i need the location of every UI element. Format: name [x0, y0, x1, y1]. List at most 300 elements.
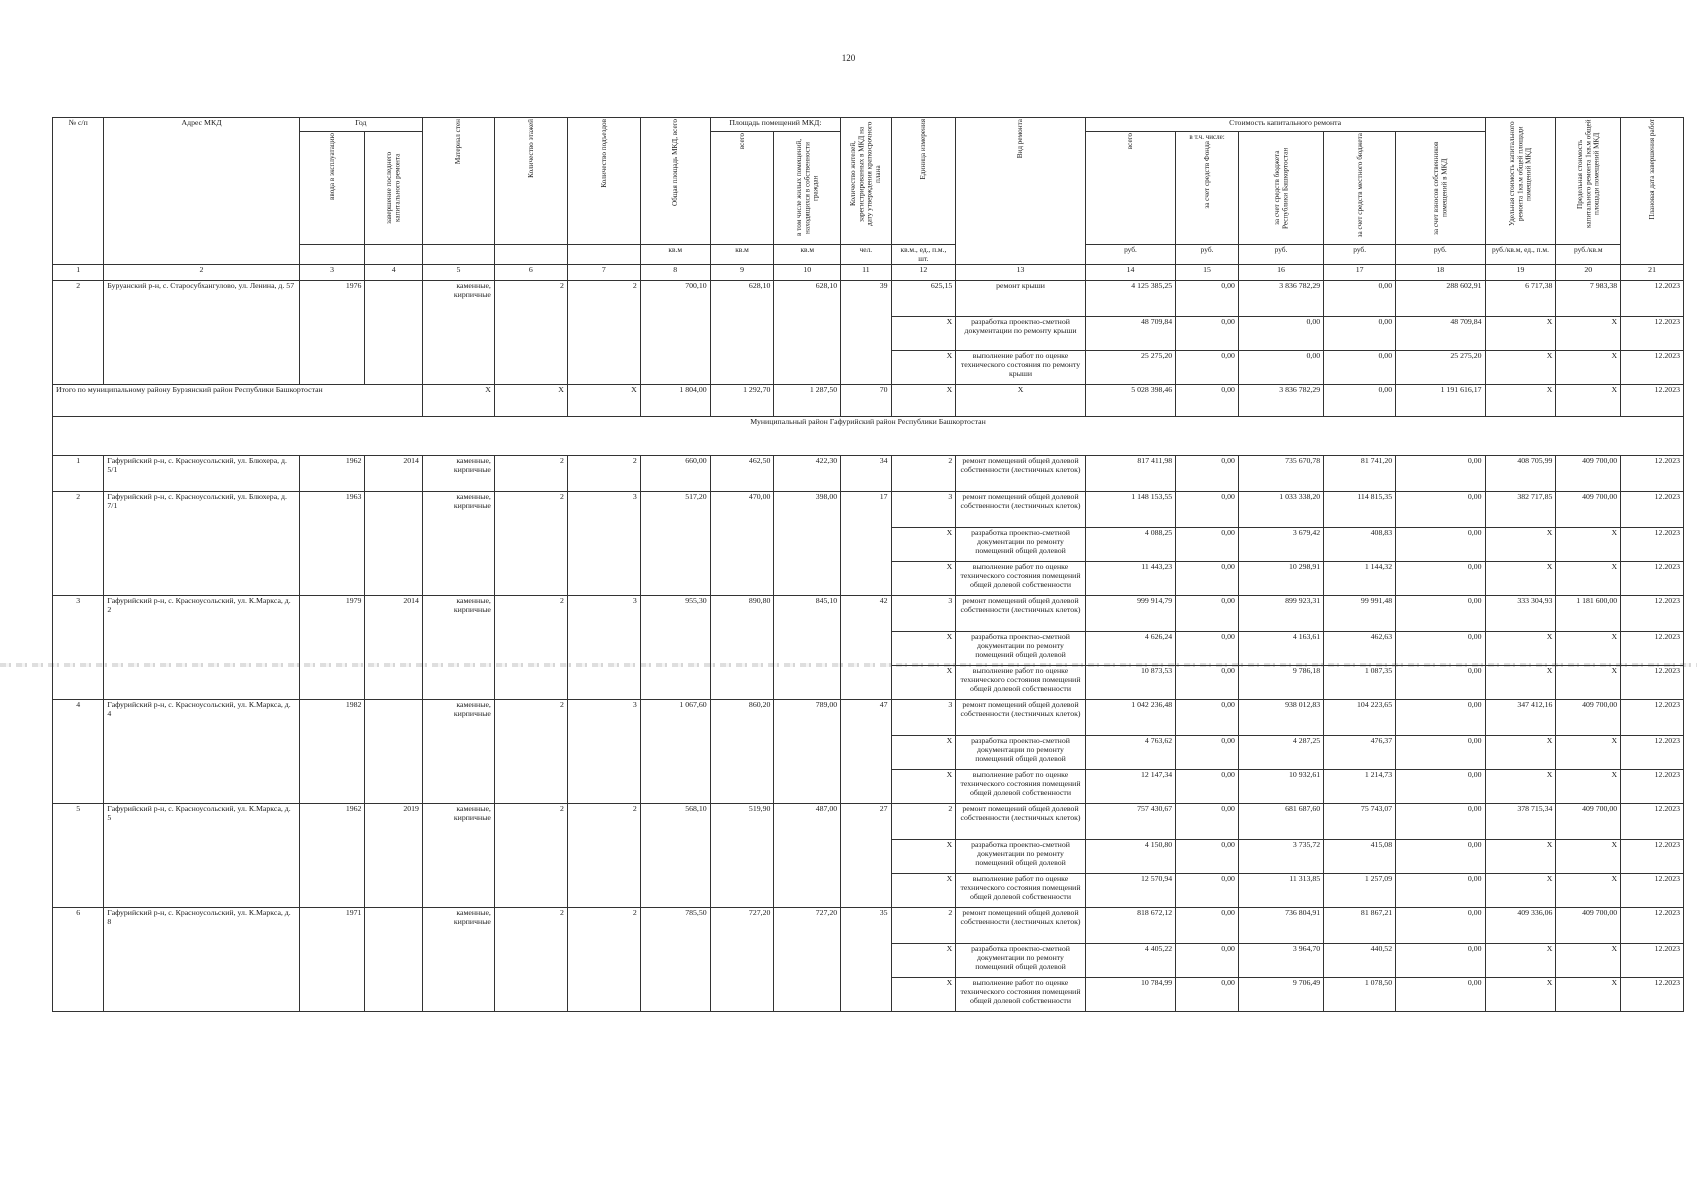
cost-cell-c20: X [1556, 944, 1621, 978]
unit-8: кв.м [640, 245, 710, 265]
cost-cell-c16: 4 163,61 [1238, 632, 1323, 666]
cost-cell-c15: 0,00 [1176, 840, 1239, 874]
wall-material-cell: каменные, кирпичные [422, 281, 494, 385]
cost-cell-c15: 0,00 [1176, 632, 1239, 666]
header-year-last-repair: завершение последнего капитального ремонта [365, 132, 423, 245]
entrances-cell: 2 [567, 908, 640, 1012]
cost-cell-c20: X [1556, 874, 1621, 908]
header-year-commission: ввода в эксплуатацию [299, 132, 365, 245]
cost-cell-c15: 0,00 [1176, 596, 1239, 632]
column-number: 7 [567, 265, 640, 281]
residents-cell: 35 [841, 908, 891, 1012]
cost-cell-c16: 899 923,31 [1238, 596, 1323, 632]
cost-cell-date: 12.2023 [1621, 666, 1684, 700]
unit-12: кв.м., ед., п.м., шт. [891, 245, 956, 265]
cost-cell-c14: 4 150,80 [1085, 840, 1175, 874]
cost-cell-c15: 0,00 [1176, 528, 1239, 562]
year-last-repair-cell: 2014 [365, 596, 423, 700]
cost-cell-c15: 0,00 [1176, 736, 1239, 770]
unit-measure-cell: X [891, 562, 956, 596]
column-number: 10 [774, 265, 841, 281]
column-number: 2 [104, 265, 299, 281]
unit-measure-cell: 2 [891, 456, 956, 492]
cost-cell-c15: 0,00 [1176, 908, 1239, 944]
year-commission-cell: 1979 [299, 596, 365, 700]
entrances-cell: 2 [567, 804, 640, 908]
header-cost-republic: за счет средств бюджета Республики Башкортостан [1238, 132, 1323, 245]
cost-cell-c16: 3 735,72 [1238, 840, 1323, 874]
unit-measure-cell: X [891, 666, 956, 700]
cost-cell-c16: 736 804,91 [1238, 908, 1323, 944]
floors-cell: 2 [494, 700, 567, 804]
cost-cell-c19: 347 412,16 [1485, 700, 1556, 736]
address-cell: Гафурийский р-н, с. Красноусольский, ул. Блюхера, д. 5/1 [104, 456, 299, 492]
cost-cell-c16: 9 786,18 [1238, 666, 1323, 700]
unit-11: чел. [841, 245, 891, 265]
cost-cell-c16: 3 964,70 [1238, 944, 1323, 978]
cost-cell-c17: 1 257,09 [1324, 874, 1396, 908]
cost-cell-c18: 0,00 [1396, 804, 1485, 840]
cost-cell-c18: 0,00 [1396, 700, 1485, 736]
year-commission-cell: 1976 [299, 281, 365, 385]
unit-20: руб./кв.м [1556, 245, 1621, 265]
cost-cell-c16: 1 033 338,20 [1238, 492, 1323, 528]
address-cell: Буруанский р-н, с. Старосубхангулово, ул. Ленина, д. 57 [104, 281, 299, 385]
cost-cell-c18: 0,00 [1396, 528, 1485, 562]
cost-cell-c20: X [1556, 978, 1621, 1012]
year-last-repair-cell [365, 908, 423, 1012]
total-area-cell: 785,50 [640, 908, 710, 1012]
year-last-repair-cell [365, 492, 423, 596]
column-number: 4 [365, 265, 423, 281]
cost-cell-c17: 99 991,48 [1324, 596, 1396, 632]
cost-cell-c17: 1 214,73 [1324, 770, 1396, 804]
total-wall: X [422, 385, 494, 417]
cost-cell-c20: X [1556, 770, 1621, 804]
cost-cell-c17: 0,00 [1324, 351, 1396, 385]
cost-cell-c18: 0,00 [1396, 666, 1485, 700]
cost-cell-c14: 1 042 236,48 [1085, 700, 1175, 736]
unit-19: руб./кв.м, ед., п.м. [1485, 245, 1556, 265]
cost-cell-c19: 378 715,34 [1485, 804, 1556, 840]
year-last-repair-cell: 2014 [365, 456, 423, 492]
total-c17: 0,00 [1324, 385, 1396, 417]
row-number: 2 [53, 281, 104, 385]
cost-cell-c19: 409 336,06 [1485, 908, 1556, 944]
residents-cell: 27 [841, 804, 891, 908]
total-c15: 0,00 [1176, 385, 1239, 417]
table-row [53, 281, 1684, 317]
cost-cell-c19: 6 717,38 [1485, 281, 1556, 317]
total-label: Итого по муниципальному району Бурзянский район Республики Башкортостан [53, 385, 423, 417]
unit-17: руб. [1324, 245, 1396, 265]
year-commission-cell: 1962 [299, 456, 365, 492]
total-ent: X [567, 385, 640, 417]
cost-cell-c20: X [1556, 317, 1621, 351]
year-last-repair-cell: 2019 [365, 804, 423, 908]
total-date: 12.2023 [1621, 385, 1684, 417]
cost-cell-c18: 0,00 [1396, 978, 1485, 1012]
cost-cell-c17: 81 867,21 [1324, 908, 1396, 944]
column-number: 12 [891, 265, 956, 281]
header-address: Адрес МКД [104, 118, 299, 265]
floors-cell: 2 [494, 281, 567, 385]
header-area-owned: в том числе жилых помещений, находящихся в собственности граждан [774, 132, 841, 245]
unit-measure-cell: X [891, 770, 956, 804]
header-total-area: Общая площадь МКД, всего [640, 118, 710, 245]
cost-cell-c20: X [1556, 632, 1621, 666]
header-wall: Материал стен [422, 118, 494, 245]
cost-cell-c19: X [1485, 666, 1556, 700]
cost-cell-date: 12.2023 [1621, 632, 1684, 666]
column-number: 15 [1176, 265, 1239, 281]
area-cell: 727,20 [710, 908, 774, 1012]
cost-cell-c17: 81 741,20 [1324, 456, 1396, 492]
capital-repair-table [52, 117, 1684, 1012]
entrances-cell: 3 [567, 596, 640, 700]
cost-cell-c17: 1 144,32 [1324, 562, 1396, 596]
header-floors: Количество этажей [494, 118, 567, 245]
cost-cell-c19: X [1485, 840, 1556, 874]
cost-cell-date: 12.2023 [1621, 978, 1684, 1012]
total-area-cell: 660,00 [640, 456, 710, 492]
area-owned-cell: 789,00 [774, 700, 841, 804]
cost-cell-c15: 0,00 [1176, 874, 1239, 908]
cost-cell-c19: 382 717,85 [1485, 492, 1556, 528]
page-number: 120 [841, 53, 856, 63]
residents-cell: 42 [841, 596, 891, 700]
total-c19: X [1485, 385, 1556, 417]
repair-type-cell: ремонт помещений общей долевой собственности (лестничных клеток) [956, 456, 1085, 492]
total-c16: 3 836 782,29 [1238, 385, 1323, 417]
cost-cell-c18: 288 602,91 [1396, 281, 1485, 317]
cost-cell-c20: X [1556, 736, 1621, 770]
area-cell: 628,10 [710, 281, 774, 385]
cost-cell-c19: 333 304,93 [1485, 596, 1556, 632]
total-c20: X [1556, 385, 1621, 417]
cost-cell-c20: 409 700,00 [1556, 700, 1621, 736]
unit-18: руб. [1396, 245, 1485, 265]
repair-type-cell: разработка проектно-сметной документации по ремонту помещений общей долевой [956, 632, 1085, 666]
cost-cell-c20: X [1556, 528, 1621, 562]
cost-cell-c14: 4 088,25 [1085, 528, 1175, 562]
repair-type-cell: ремонт помещений общей долевой собственности (лестничных клеток) [956, 700, 1085, 736]
repair-type-cell: выполнение работ по оценке технического состояния помещений общей долевой собственности [956, 978, 1085, 1012]
floors-cell: 2 [494, 804, 567, 908]
area-cell: 890,80 [710, 596, 774, 700]
unit-measure-cell: 3 [891, 492, 956, 528]
column-number: 16 [1238, 265, 1323, 281]
address-cell: Гафурийский р-н, с. Красноусольский, ул. К.Маркса, д. 5 [104, 804, 299, 908]
floors-cell: 2 [494, 456, 567, 492]
cost-cell-c20: 1 181 600,00 [1556, 596, 1621, 632]
cost-cell-date: 12.2023 [1621, 840, 1684, 874]
cost-cell-c19: X [1485, 632, 1556, 666]
cost-cell-c14: 757 430,67 [1085, 804, 1175, 840]
wall-material-cell: каменные, кирпичные [422, 596, 494, 700]
cost-cell-c14: 4 125 385,25 [1085, 281, 1175, 317]
cost-cell-c16: 10 932,61 [1238, 770, 1323, 804]
row-number: 6 [53, 908, 104, 1012]
cost-cell-c19: X [1485, 944, 1556, 978]
cost-cell-c19: X [1485, 528, 1556, 562]
cost-cell-c19: X [1485, 351, 1556, 385]
cost-cell-c15: 0,00 [1176, 978, 1239, 1012]
wall-material-cell: каменные, кирпичные [422, 908, 494, 1012]
row-number: 4 [53, 700, 104, 804]
section-title: Муниципальный район Гафурийский район Республики Башкортостан [53, 417, 1684, 456]
header-cost-fund: в т.ч. числе: за счет средств Фонда [1176, 132, 1239, 245]
column-number: 18 [1396, 265, 1485, 281]
cost-cell-c20: 409 700,00 [1556, 804, 1621, 840]
cost-cell-c15: 0,00 [1176, 770, 1239, 804]
table-row [53, 804, 1684, 840]
area-owned-cell: 845,10 [774, 596, 841, 700]
section-row [53, 417, 1684, 456]
cost-cell-c15: 0,00 [1176, 351, 1239, 385]
column-number: 8 [640, 265, 710, 281]
unit-measure-cell: X [891, 528, 956, 562]
header-repair-type: Вид ремонта [956, 118, 1085, 265]
header-area-group: Площадь помещений МКД: [710, 118, 841, 132]
year-last-repair-cell [365, 281, 423, 385]
cost-cell-date: 12.2023 [1621, 944, 1684, 978]
cost-cell-c14: 818 672,12 [1085, 908, 1175, 944]
column-number: 6 [494, 265, 567, 281]
unit-16: руб. [1238, 245, 1323, 265]
repair-type-cell: выполнение работ по оценке технического состояния помещений общей долевой собственности [956, 562, 1085, 596]
entrances-cell: 2 [567, 456, 640, 492]
residents-cell: 17 [841, 492, 891, 596]
total-row [53, 385, 1684, 417]
address-cell: Гафурийский р-н, с. Красноусольский, ул. К.Маркса, д. 4 [104, 700, 299, 804]
unit-measure-cell: X [891, 874, 956, 908]
cost-cell-c16: 0,00 [1238, 317, 1323, 351]
repair-type-cell: ремонт помещений общей долевой собственности (лестничных клеток) [956, 492, 1085, 528]
repair-type-cell: разработка проектно-сметной документации по ремонту крыши [956, 317, 1085, 351]
cost-cell-c18: 0,00 [1396, 840, 1485, 874]
cost-cell-c17: 1 078,50 [1324, 978, 1396, 1012]
repair-type-cell: разработка проектно-сметной документации по ремонту помещений общей долевой [956, 736, 1085, 770]
year-commission-cell: 1962 [299, 804, 365, 908]
cost-cell-c14: 10 873,53 [1085, 666, 1175, 700]
total-area: 1 292,70 [710, 385, 774, 417]
cost-cell-c20: 409 700,00 [1556, 908, 1621, 944]
repair-type-cell: ремонт помещений общей долевой собственности (лестничных клеток) [956, 804, 1085, 840]
cost-cell-c18: 0,00 [1396, 944, 1485, 978]
wall-material-cell: каменные, кирпичные [422, 456, 494, 492]
entrances-cell: 3 [567, 492, 640, 596]
unit-15: руб. [1176, 245, 1239, 265]
total-total: 1 804,00 [640, 385, 710, 417]
cost-cell-date: 12.2023 [1621, 317, 1684, 351]
area-cell: 519,90 [710, 804, 774, 908]
cost-cell-date: 12.2023 [1621, 874, 1684, 908]
column-number: 5 [422, 265, 494, 281]
unit-measure-cell: X [891, 978, 956, 1012]
column-number: 13 [956, 265, 1085, 281]
column-number: 3 [299, 265, 365, 281]
cost-cell-c14: 817 411,98 [1085, 456, 1175, 492]
cost-cell-c17: 440,52 [1324, 944, 1396, 978]
total-floors: X [494, 385, 567, 417]
area-owned-cell: 398,00 [774, 492, 841, 596]
cost-cell-date: 12.2023 [1621, 528, 1684, 562]
column-number: 20 [1556, 265, 1621, 281]
repair-type-cell: ремонт крыши [956, 281, 1085, 317]
header-area-total: всего [710, 132, 774, 245]
cost-cell-c15: 0,00 [1176, 804, 1239, 840]
cost-cell-c19: X [1485, 978, 1556, 1012]
cost-cell-c17: 415,08 [1324, 840, 1396, 874]
wall-material-cell: каменные, кирпичные [422, 492, 494, 596]
cost-cell-c15: 0,00 [1176, 456, 1239, 492]
cost-cell-c18: 48 709,84 [1396, 317, 1485, 351]
column-number: 17 [1324, 265, 1396, 281]
header-entrances: Количество подъездов [567, 118, 640, 245]
wall-material-cell: каменные, кирпичные [422, 700, 494, 804]
cost-cell-c17: 408,83 [1324, 528, 1396, 562]
header-cost-local: за счет средств местного бюджета [1324, 132, 1396, 245]
cost-cell-c17: 1 087,35 [1324, 666, 1396, 700]
unit-measure-cell: X [891, 736, 956, 770]
cost-cell-c14: 4 626,24 [1085, 632, 1175, 666]
table-row [53, 492, 1684, 528]
cost-cell-date: 12.2023 [1621, 804, 1684, 840]
address-cell: Гафурийский р-н, с. Красноусольский, ул. К.Маркса, д. 2 [104, 596, 299, 700]
repair-type-cell: выполнение работ по оценке технического состояния помещений общей долевой собственности [956, 770, 1085, 804]
header-residents: Количество жителей, зарегистрированных в МКД на дату утверждения краткосрочного плана [841, 118, 891, 245]
cost-cell-c20: X [1556, 666, 1621, 700]
cost-cell-date: 12.2023 [1621, 770, 1684, 804]
header-max-cost: Предельная стоимость капитального ремонта 1кв.м общей площади помещений МКД [1556, 118, 1621, 245]
total-res: 70 [841, 385, 891, 417]
cost-cell-c14: 999 914,79 [1085, 596, 1175, 632]
column-numbers-row [53, 265, 1684, 281]
total-area-cell: 955,30 [640, 596, 710, 700]
cost-cell-c16: 681 687,60 [1238, 804, 1323, 840]
unit-measure-cell: X [891, 317, 956, 351]
cost-cell-c17: 0,00 [1324, 281, 1396, 317]
cost-cell-c18: 0,00 [1396, 562, 1485, 596]
cost-cell-c15: 0,00 [1176, 562, 1239, 596]
cost-cell-c19: X [1485, 770, 1556, 804]
area-owned-cell: 727,20 [774, 908, 841, 1012]
header-unit-cost: Удельная стоимость капитального ремонта 1кв.м общей площади помещений МКД [1485, 118, 1556, 245]
year-commission-cell: 1982 [299, 700, 365, 804]
cost-cell-c17: 114 815,35 [1324, 492, 1396, 528]
cost-cell-c15: 0,00 [1176, 317, 1239, 351]
cost-cell-c18: 0,00 [1396, 596, 1485, 632]
repair-type-cell: разработка проектно-сметной документации по ремонту помещений общей долевой [956, 840, 1085, 874]
cost-cell-c20: X [1556, 351, 1621, 385]
year-commission-cell: 1963 [299, 492, 365, 596]
area-owned-cell: 628,10 [774, 281, 841, 385]
unit-measure-cell: 2 [891, 908, 956, 944]
header-unit: Единица измерения [891, 118, 956, 245]
cost-cell-date: 12.2023 [1621, 736, 1684, 770]
row-number: 5 [53, 804, 104, 908]
total-area-cell: 517,20 [640, 492, 710, 596]
column-number: 19 [1485, 265, 1556, 281]
cost-cell-c15: 0,00 [1176, 944, 1239, 978]
area-cell: 462,50 [710, 456, 774, 492]
cost-cell-c18: 0,00 [1396, 492, 1485, 528]
cost-cell-c19: 408 705,99 [1485, 456, 1556, 492]
repair-type-cell: ремонт помещений общей долевой собственности (лестничных клеток) [956, 908, 1085, 944]
row-number: 1 [53, 456, 104, 492]
cost-cell-c15: 0,00 [1176, 492, 1239, 528]
cost-cell-date: 12.2023 [1621, 456, 1684, 492]
floors-cell: 2 [494, 492, 567, 596]
cost-cell-c15: 0,00 [1176, 666, 1239, 700]
total-area-cell: 568,10 [640, 804, 710, 908]
table-row [53, 456, 1684, 492]
header-cost-group: Стоимость капитального ремонта [1085, 118, 1485, 132]
cost-cell-c16: 11 313,85 [1238, 874, 1323, 908]
unit-measure-cell: 3 [891, 596, 956, 632]
cost-cell-date: 12.2023 [1621, 596, 1684, 632]
repair-type-cell: ремонт помещений общей долевой собственности (лестничных клеток) [956, 596, 1085, 632]
column-number: 9 [710, 265, 774, 281]
cost-cell-c14: 4 763,62 [1085, 736, 1175, 770]
cost-cell-c18: 0,00 [1396, 770, 1485, 804]
header-cost-owners: за счет взносов собственников помещений в МКД [1396, 132, 1485, 245]
address-cell: Гафурийский р-н, с. Красноусольский, ул. К.Маркса, д. 8 [104, 908, 299, 1012]
column-number: 11 [841, 265, 891, 281]
table-row [53, 596, 1684, 632]
cost-cell-c20: 7 983,38 [1556, 281, 1621, 317]
cost-cell-c20: 409 700,00 [1556, 492, 1621, 528]
cost-cell-c20: 409 700,00 [1556, 456, 1621, 492]
total-unit: X [891, 385, 956, 417]
cost-cell-c16: 0,00 [1238, 351, 1323, 385]
wall-material-cell: каменные, кирпичные [422, 804, 494, 908]
total-type: X [956, 385, 1085, 417]
unit-measure-cell: X [891, 840, 956, 874]
cost-cell-date: 12.2023 [1621, 281, 1684, 317]
cost-cell-c14: 10 784,99 [1085, 978, 1175, 1012]
area-cell: 470,00 [710, 492, 774, 596]
repair-type-cell: выполнение работ по оценке технического состояния по ремонту крыши [956, 351, 1085, 385]
column-number: 21 [1621, 265, 1684, 281]
cost-cell-c18: 0,00 [1396, 736, 1485, 770]
cost-cell-c14: 48 709,84 [1085, 317, 1175, 351]
table-row [53, 700, 1684, 736]
total-area-cell: 700,10 [640, 281, 710, 385]
cost-cell-c16: 9 706,49 [1238, 978, 1323, 1012]
area-cell: 860,20 [710, 700, 774, 804]
residents-cell: 34 [841, 456, 891, 492]
unit-measure-cell: 625,15 [891, 281, 956, 317]
residents-cell: 47 [841, 700, 891, 804]
cost-cell-c17: 104 223,65 [1324, 700, 1396, 736]
address-cell: Гафурийский р-н, с. Красноусольский, ул. Блюхера, д. 7/1 [104, 492, 299, 596]
cost-cell-c14: 4 405,22 [1085, 944, 1175, 978]
header-cost-total: всего [1085, 132, 1175, 245]
year-commission-cell: 1971 [299, 908, 365, 1012]
row-number: 3 [53, 596, 104, 700]
repair-type-cell: разработка проектно-сметной документации по ремонту помещений общей долевой [956, 944, 1085, 978]
area-owned-cell: 422,30 [774, 456, 841, 492]
cost-cell-c18: 0,00 [1396, 874, 1485, 908]
cost-cell-c14: 1 148 153,55 [1085, 492, 1175, 528]
unit-14: руб. [1085, 245, 1175, 265]
header-num: № с/п [53, 118, 104, 265]
unit-measure-cell: X [891, 632, 956, 666]
header-plan-date: Плановая дата завершения работ [1621, 118, 1684, 265]
cost-cell-c20: X [1556, 562, 1621, 596]
